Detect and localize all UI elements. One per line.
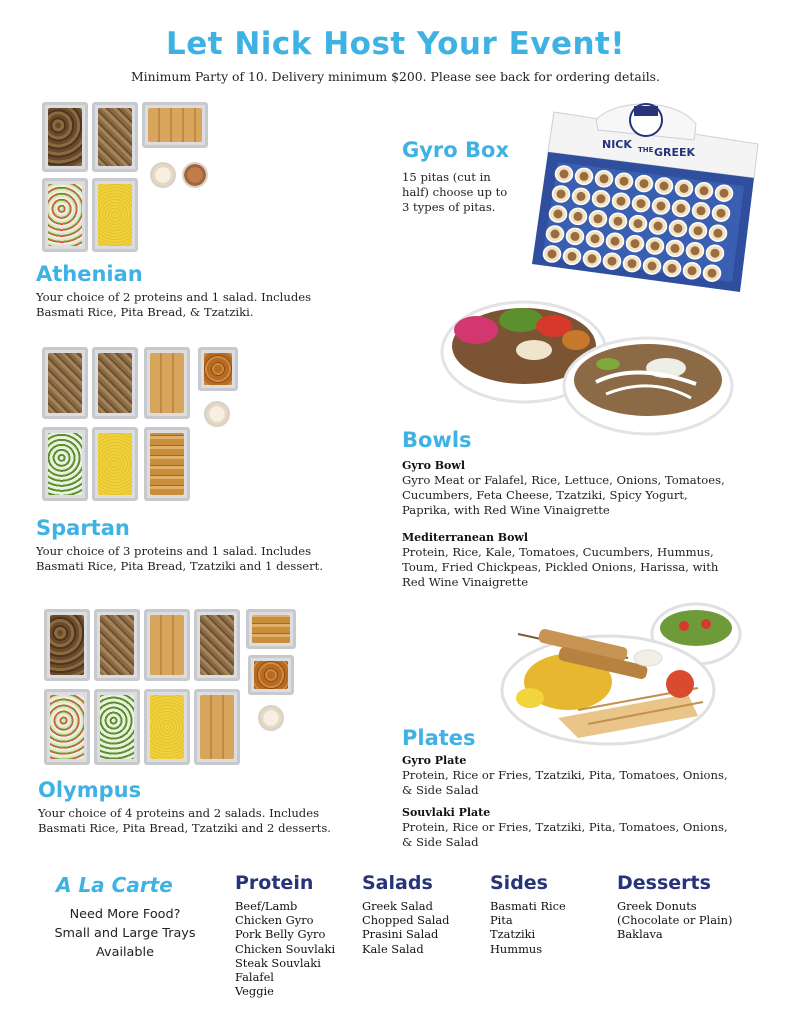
- menu-item: Pita: [490, 913, 513, 928]
- pita-filling: [634, 219, 643, 228]
- plate-item-gyro: [402, 754, 772, 798]
- a-la-carte-title: A La Carte: [56, 873, 173, 897]
- description-line: Protein, Rice or Fries, Tzatziki, Pita, Tomatoes, Onions,: [402, 820, 728, 834]
- plate-illustration: [498, 598, 748, 748]
- note-line: Need More Food?: [69, 907, 181, 922]
- menu-item: Beef/Lamb: [235, 899, 298, 913]
- pita-filling: [688, 266, 697, 275]
- bowl-description: [402, 545, 772, 590]
- pita-filling: [697, 206, 706, 215]
- description-line: Paprika, with Red Wine Vinaigrette: [402, 503, 610, 517]
- description-line: Basmati Rice, Pita Bread, Tzatziki and 2 desserts.: [38, 821, 331, 835]
- menu-item: Basmati Rice: [490, 899, 566, 913]
- pita-filling: [677, 204, 686, 213]
- pita-filling: [654, 222, 663, 231]
- spartan-description: [36, 544, 323, 574]
- description-line: Basmati Rice, Pita Bread, & Tzatziki.: [36, 305, 254, 319]
- pita-filling: [620, 177, 629, 186]
- pita-filling: [720, 189, 729, 198]
- pita-filling: [640, 179, 649, 188]
- page-title: Let Nick Host Your Event!: [165, 26, 626, 62]
- olympus-title: Olympus: [38, 778, 142, 802]
- description-line: Basmati Rice, Pita Bread, Tzatziki and 1 dessert.: [36, 559, 324, 573]
- column-heading: Desserts: [617, 872, 711, 894]
- olympus-photo: [42, 607, 302, 772]
- a-la-carte-note: [30, 905, 220, 962]
- spartan-title: Spartan: [36, 516, 130, 540]
- menu-item: Chopped Salad: [362, 913, 450, 928]
- pita-filling: [548, 250, 557, 259]
- olympus-description: [38, 806, 331, 836]
- bowl-name: Mediterranean Bowl: [402, 531, 529, 544]
- menu-item: Tzatziki: [490, 927, 536, 942]
- menu-item: Prasini Salad: [362, 927, 439, 942]
- spartan-photo: [40, 345, 240, 505]
- pita-filling: [560, 170, 569, 179]
- pita-filling: [700, 186, 709, 195]
- pita-filling: [568, 252, 577, 261]
- gyro-box-title: Gyro Box: [402, 138, 509, 162]
- desserts-column: [617, 872, 732, 942]
- pita-filling: [591, 234, 600, 243]
- pita-filling: [714, 229, 723, 238]
- gyro-box-description: [402, 170, 507, 215]
- pita-filling: [588, 254, 597, 263]
- box-logo-text: THE: [638, 146, 654, 154]
- description-line: Gyro Meat or Falafel, Rice, Lettuce, Onions, Tomatoes,: [402, 473, 725, 487]
- pita-filling: [600, 174, 609, 183]
- menu-item: Baklava: [617, 927, 663, 942]
- menu-item: Pork Belly Gyro: [235, 927, 326, 942]
- description-line: & Side Salad: [402, 835, 479, 849]
- pita-filling: [708, 269, 717, 278]
- plates-title: Plates: [402, 726, 476, 750]
- description-line: Your choice of 2 proteins and 1 salad. Includes: [36, 290, 312, 304]
- menu-item: Hummus: [490, 941, 543, 956]
- description-line: half) choose up to: [402, 185, 508, 199]
- pita-filling: [551, 230, 560, 239]
- pita-filling: [557, 190, 566, 199]
- pita-filling: [580, 172, 589, 181]
- athenian-description: [36, 290, 311, 320]
- description-line: Your choice of 4 proteins and 2 salads. Includes: [38, 806, 320, 820]
- salads-column: [362, 872, 449, 956]
- gyro-box-photo: [526, 100, 776, 295]
- box-logo-text: NICK: [602, 138, 632, 151]
- column-heading: Protein: [235, 872, 314, 894]
- pita-filling: [674, 224, 683, 233]
- column-list: [490, 899, 566, 956]
- pita-filling: [694, 226, 703, 235]
- pita-filling: [631, 239, 640, 248]
- column-list: [235, 899, 335, 998]
- menu-item: Greek Donuts: [617, 899, 697, 913]
- pita-filling: [651, 242, 660, 251]
- bowl-item-gyro: [402, 459, 772, 518]
- pita-filling: [617, 197, 626, 206]
- description-line: & Side Salad: [402, 783, 479, 797]
- pita-filling: [637, 199, 646, 208]
- menu-item: Veggie: [235, 984, 274, 999]
- pita-filling: [660, 182, 669, 191]
- protein-column: [235, 872, 335, 998]
- gyro-box-illustration: [526, 100, 776, 295]
- pita-filling: [554, 210, 563, 219]
- box-logo-text: GREEK: [654, 146, 696, 159]
- sides-column: [490, 872, 566, 956]
- description-line: 3 types of pitas.: [402, 200, 496, 214]
- pita-filling: [571, 232, 580, 241]
- column-heading: Salads: [362, 872, 433, 894]
- pita-filling: [577, 192, 586, 201]
- menu-item: Chicken Souvlaki: [235, 941, 336, 956]
- pita-filling: [711, 249, 720, 258]
- pita-filling: [648, 262, 657, 271]
- bowls-title: Bowls: [402, 428, 472, 452]
- pita-filling: [717, 209, 726, 218]
- pita-filling: [691, 246, 700, 255]
- note-line: Available: [96, 945, 154, 960]
- pita-filling: [628, 259, 637, 268]
- bowl-description: [402, 473, 772, 518]
- description-line: Cucumbers, Feta Cheese, Tzatziki, Spicy Yogurt,: [402, 488, 688, 502]
- plates-photo: [498, 598, 748, 748]
- description-line: 15 pitas (cut in: [402, 170, 491, 184]
- plate-description: [402, 768, 772, 798]
- menu-item: Greek Salad: [362, 899, 433, 913]
- pita-filling: [597, 194, 606, 203]
- description-line: Red Wine Vinaigrette: [402, 575, 529, 589]
- plate-item-souvlaki: [402, 806, 772, 850]
- menu-item: Steak Souvlaki: [235, 955, 321, 970]
- pita-filling: [614, 217, 623, 226]
- menu-item: Chicken Gyro: [235, 913, 314, 928]
- pita-filling: [608, 257, 617, 266]
- athenian-photo: [40, 100, 230, 260]
- plate-description: [402, 820, 772, 850]
- menu-item: Kale Salad: [362, 941, 424, 956]
- description-line: Protein, Rice, Kale, Tomatoes, Cucumbers, Hummus,: [402, 545, 714, 559]
- plate-name: Souvlaki Plate: [402, 806, 491, 819]
- bowls-illustration: [436, 290, 736, 440]
- pita-filling: [671, 244, 680, 253]
- pita-filling: [668, 264, 677, 273]
- description-line: Your choice of 3 proteins and 1 salad. Includes: [36, 544, 312, 558]
- bowl-item-mediterranean: [402, 531, 772, 590]
- note-line: Small and Large Trays: [54, 926, 196, 941]
- plate-name: Gyro Plate: [402, 754, 467, 767]
- pita-filling: [574, 212, 583, 221]
- pita-filling: [611, 237, 620, 246]
- column-heading: Sides: [490, 872, 548, 894]
- page-subtitle: Minimum Party of 10. Delivery minimum $200. Please see back for ordering details.: [131, 69, 660, 84]
- pita-filling: [680, 184, 689, 193]
- menu-item: Falafel: [235, 970, 274, 985]
- pita-filling: [657, 202, 666, 211]
- menu-item: (Chocolate or Plain): [617, 913, 733, 928]
- pita-filling: [594, 214, 603, 223]
- description-line: Toum, Fried Chickpeas, Pickled Onions, Harissa, with: [402, 560, 719, 574]
- bowl-name: Gyro Bowl: [402, 459, 466, 472]
- bowls-photo: [436, 290, 736, 440]
- description-line: Protein, Rice or Fries, Tzatziki, Pita, Tomatoes, Onions,: [402, 768, 728, 782]
- column-list: [362, 899, 449, 956]
- athenian-title: Athenian: [36, 262, 143, 286]
- column-list: [617, 899, 732, 942]
